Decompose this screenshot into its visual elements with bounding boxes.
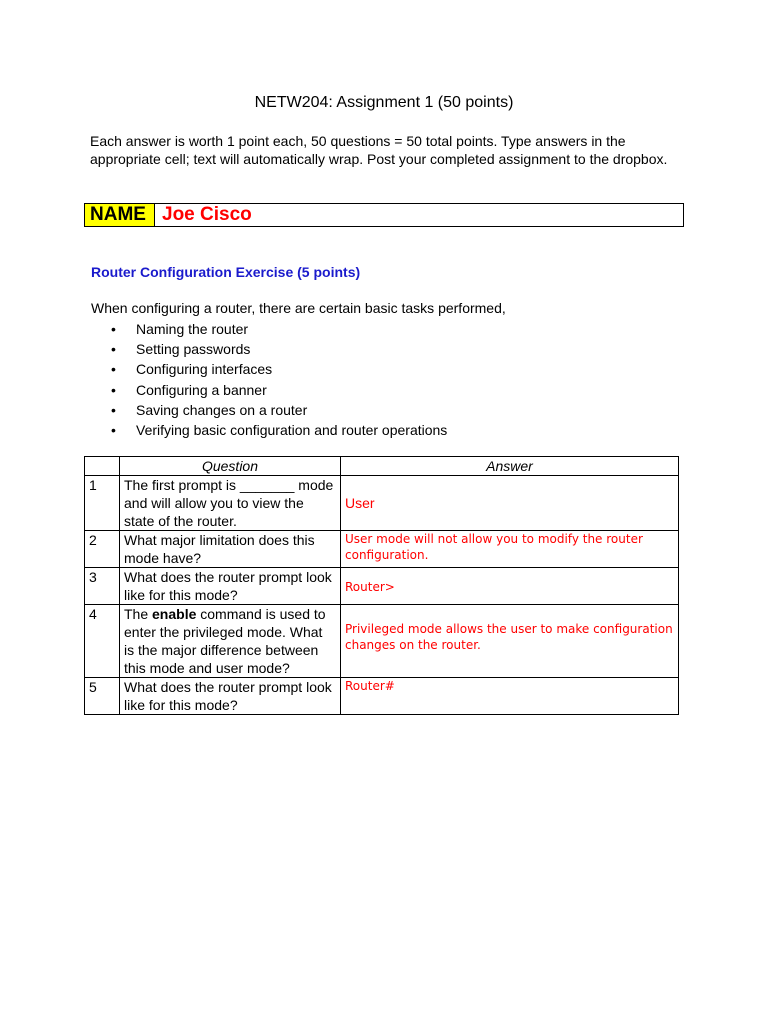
name-value[interactable]: Joe Cisco: [162, 204, 252, 225]
table-row: [85, 476, 679, 531]
answer-text: Router#: [345, 679, 395, 693]
table-row: [85, 605, 679, 678]
row-number: 1: [85, 476, 120, 531]
name-label: NAME: [85, 204, 155, 226]
bullet-icon: •: [111, 341, 116, 358]
bullet-icon: •: [111, 321, 116, 337]
answer-text: Router>: [345, 580, 395, 594]
table-row: [85, 678, 679, 715]
bullet-icon: •: [111, 361, 116, 378]
header-question: Question: [120, 457, 341, 476]
answer-cell[interactable]: [341, 476, 679, 531]
row-number: 4: [85, 605, 120, 678]
bullet-icon: •: [111, 421, 116, 438]
list-item: • Saving changes on a router: [111, 401, 308, 418]
question-cell: The enable command is used to enter the privileged mode. What is the major difference between this mode and user mode?: [120, 605, 341, 678]
question-answer-table: [84, 456, 679, 715]
answer-text: User: [345, 495, 375, 511]
row-number: 3: [85, 568, 120, 605]
question-cell: What does the router prompt look like for this mode?: [120, 568, 341, 605]
row-number: 2: [85, 531, 120, 568]
table-row: [85, 531, 679, 568]
list-item: • Setting passwords: [111, 341, 251, 358]
task-list: [108, 319, 447, 440]
table-row: [85, 568, 679, 605]
command-keyword: enable: [152, 606, 197, 622]
header-number-cell: [85, 457, 120, 476]
section-heading: Router Configuration Exercise (5 points): [91, 264, 361, 280]
bullet-icon: •: [111, 381, 116, 398]
list-item: • Verifying basic configuration and router operations: [111, 421, 448, 438]
list-item: • Naming the router: [111, 321, 249, 337]
table-header-row: [85, 457, 679, 476]
answer-cell[interactable]: [341, 568, 679, 605]
name-field-box: [84, 203, 684, 227]
answer-text: Privileged mode allows the user to make configuration changes on the router.: [345, 622, 673, 652]
row-number: 5: [85, 678, 120, 715]
answer-cell[interactable]: [341, 678, 679, 715]
list-item: • Configuring interfaces: [111, 361, 273, 378]
page-title: NETW204: Assignment 1 (50 points): [254, 94, 514, 111]
question-cell: The first prompt is _______ mode and will allow you to view the state of the router.: [120, 476, 341, 531]
list-item: • Configuring a banner: [111, 381, 267, 398]
answer-cell[interactable]: [341, 605, 679, 678]
bullet-icon: •: [111, 401, 116, 418]
header-answer: Answer: [341, 457, 679, 476]
question-cell: What major limitation does this mode have?: [120, 531, 341, 568]
answer-cell[interactable]: [341, 531, 679, 568]
instructions-paragraph: Each answer is worth 1 point each, 50 questions = 50 total points. Type answers in the appropriate cell; text will automatically wrap. Post your completed assignment to the dropbox.: [90, 133, 668, 167]
lead-sentence: When configuring a router, there are certain basic tasks performed,: [91, 300, 506, 316]
answer-text: User mode will not allow you to modify the router configuration.: [345, 532, 643, 562]
question-cell: What does the router prompt look like for this mode?: [120, 678, 341, 715]
